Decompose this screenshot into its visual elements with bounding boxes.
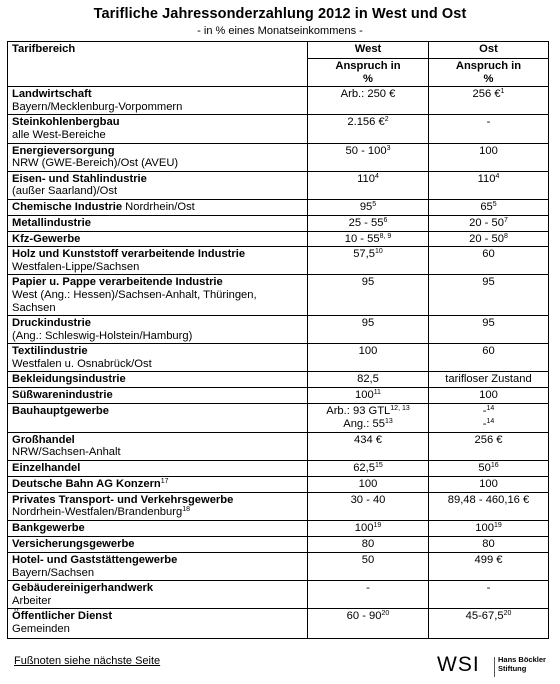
footnote-ref: 14	[486, 405, 495, 413]
footnote-ref: 13	[384, 418, 393, 426]
footnote-ref: 19	[493, 522, 502, 530]
tarifbereich-cell	[8, 231, 308, 247]
branch-name: Textilindustrie	[12, 345, 88, 358]
branch-name: Deutsche Bahn AG Konzern	[12, 477, 161, 490]
branch-region: Nordrhein-Westfalen/Brandenburg	[12, 506, 183, 519]
ost-value-cell	[429, 247, 549, 275]
table-body	[8, 42, 549, 639]
footnote-ref: 17	[160, 477, 169, 485]
ost-value: 89,48 - 460,16 €	[447, 493, 530, 506]
west-value: 2.156 €	[347, 116, 385, 129]
west-value: 100	[358, 345, 378, 358]
west-value-cell	[308, 460, 429, 476]
ost-value-cell	[429, 404, 549, 432]
footnote-ref: 5	[372, 200, 377, 208]
branch-name: Bankgewerbe	[12, 522, 85, 535]
tarifbereich-cell	[8, 388, 308, 404]
branch-name: Hotel- und Gaststättengewerbe	[12, 554, 178, 567]
table-row	[8, 404, 549, 432]
west-value-cell	[308, 215, 429, 231]
subheader-ost	[429, 59, 549, 87]
branch-region: Bayern/Sachsen	[12, 566, 95, 579]
ost-value-cell	[429, 553, 549, 581]
ost-value-cell	[429, 432, 549, 460]
west-value: 434 €	[354, 433, 382, 446]
west-value-cell	[308, 143, 429, 171]
footnote-ref: 19	[373, 522, 382, 530]
branch-region: Bayern/Mecklenburg-Vorpommern	[12, 100, 183, 113]
table-row	[8, 344, 549, 372]
tarifbereich-cell	[8, 316, 308, 344]
ost-value-cell	[429, 199, 549, 215]
logo-line2: Stiftung	[498, 663, 527, 673]
west-value: 95	[361, 276, 375, 289]
branch-name: Metallindustrie	[12, 216, 91, 229]
west-value-cell	[308, 553, 429, 581]
ost-value-cell	[429, 115, 549, 143]
footnote-ref: 10	[374, 248, 383, 256]
west-value: 30 - 40	[350, 493, 386, 506]
footnote-ref: 11	[373, 389, 381, 397]
west-value-cell	[308, 372, 429, 388]
tarifbereich-cell	[8, 537, 308, 553]
branch-name: Steinkohlenbergbau	[12, 116, 120, 129]
ost-value: 65	[480, 200, 493, 213]
west-value-cell	[308, 537, 429, 553]
ost-value-cell	[429, 537, 549, 553]
west-value: 100	[358, 477, 378, 490]
table-row	[8, 553, 549, 581]
west-value: 80	[361, 538, 375, 551]
footnote-ref: 3	[386, 144, 391, 152]
branch-region: West (Ang.: Hessen)/Sachsen-Anhalt, Thüringen, Sachsen	[12, 288, 257, 314]
footnote-ref: 6	[383, 216, 388, 224]
branch-region: NRW (GWE-Bereich)/Ost (AVEU)	[12, 157, 179, 170]
ost-value: 20 - 50	[469, 216, 504, 229]
ost-value-cell	[429, 372, 549, 388]
ost-value-cell	[429, 171, 549, 199]
tarifbereich-cell	[8, 476, 308, 492]
ost-value-cell	[429, 316, 549, 344]
table-row	[8, 521, 549, 537]
table-row	[8, 215, 549, 231]
west-value: 100	[354, 522, 374, 535]
ost-value-cell	[429, 460, 549, 476]
west-value-cell	[308, 231, 429, 247]
west-value-cell	[308, 115, 429, 143]
west-value: 110	[357, 172, 375, 185]
ost-value: 110	[477, 172, 496, 185]
tarifbereich-cell	[8, 143, 308, 171]
west-value-cell	[308, 316, 429, 344]
branch-name: Energieversorgung	[12, 144, 115, 157]
branch-region: alle West-Bereiche	[12, 128, 106, 141]
west-value-cell	[308, 521, 429, 537]
footnote-ref: 4	[495, 172, 500, 180]
west-value-secondary: Ang.: 55	[343, 418, 385, 431]
branch-name: Chemische Industrie	[12, 200, 123, 213]
west-value-cell	[308, 388, 429, 404]
ost-value: 60	[482, 345, 495, 358]
ost-value: 100	[479, 389, 498, 402]
wsi-logo-text: WSI	[437, 653, 480, 676]
west-value-cell	[308, 404, 429, 432]
tarifbereich-cell	[8, 521, 308, 537]
branch-name: Druckindustrie	[12, 317, 91, 330]
table-row	[8, 275, 549, 316]
footnote-ref: 1	[500, 88, 505, 96]
branch-name: Gebäudereinigerhandwerk	[12, 582, 154, 595]
ost-value: 20 - 50	[469, 232, 504, 245]
logo-line1: Hans Böckler	[498, 655, 546, 664]
ost-value-secondary: -	[482, 418, 487, 431]
footnote-ref: 8, 9	[379, 232, 392, 240]
west-value-cell	[308, 581, 429, 609]
tarifbereich-cell	[8, 275, 308, 316]
document-subtitle: - in % eines Monatseinkommens -	[197, 25, 363, 37]
branch-region: (außer Saarland)/Ost	[12, 185, 118, 198]
west-value-cell	[308, 492, 429, 520]
ost-value: 256 €	[474, 433, 503, 446]
tarifbereich-cell	[8, 460, 308, 476]
branch-name: Versicherungsgewerbe	[12, 538, 135, 551]
table-row	[8, 460, 549, 476]
branch-region: Westfalen-Lippe/Sachsen	[12, 260, 140, 273]
footnote-ref: 8	[503, 232, 508, 240]
table-row	[8, 247, 549, 275]
tarifbereich-cell	[8, 404, 308, 432]
west-value-cell	[308, 275, 429, 316]
tarifbereich-cell	[8, 372, 308, 388]
branch-region: (Ang.: Schleswig-Holstein/Hamburg)	[12, 329, 193, 342]
table-row	[8, 581, 549, 609]
west-value-cell	[308, 171, 429, 199]
branch-region: Gemeinden	[12, 623, 70, 635]
tarifbereich-cell	[8, 492, 308, 520]
bonus-table	[7, 41, 549, 639]
ost-value-cell	[429, 275, 549, 316]
west-value: 10 - 55	[344, 232, 380, 245]
west-value: 25 - 55	[348, 216, 384, 229]
table-row	[8, 115, 549, 143]
west-value-cell	[308, 432, 429, 460]
footnote-ref: 5	[492, 200, 497, 208]
header-tarifbereich: Tarifbereich	[8, 42, 308, 87]
branch-name: Privates Transport- und Verkehrsgewerbe	[12, 493, 234, 506]
tarifbereich-cell	[8, 344, 308, 372]
branch-name: Einzelhandel	[12, 461, 81, 474]
footnotes-link[interactable]: Fußnoten siehe nächste Seite	[14, 655, 161, 667]
tarifbereich-cell	[8, 199, 308, 215]
west-value: -	[366, 582, 370, 595]
tarifbereich-cell	[8, 609, 308, 639]
west-value: 60 - 90	[346, 610, 382, 623]
west-value: 95	[361, 317, 375, 330]
ost-value-cell	[429, 344, 549, 372]
west-value-cell	[308, 344, 429, 372]
branch-name: Landwirtschaft	[12, 88, 92, 101]
footnote-ref: 4	[374, 172, 379, 180]
ost-value: -	[486, 582, 491, 595]
ost-value: 60	[482, 248, 495, 261]
footnote-ref: 14	[486, 418, 495, 426]
header-ost: Ost	[429, 42, 549, 59]
tarifbereich-cell	[8, 432, 308, 460]
footnote-ref: 20	[503, 610, 512, 618]
ost-value-cell	[429, 521, 549, 537]
west-value: Arb.: 250 €	[340, 88, 396, 101]
ost-value: 45-67,5	[465, 610, 504, 623]
ost-value: -	[482, 405, 487, 418]
ost-value: 95	[482, 317, 495, 330]
branch-name: Öffentlicher Dienst	[12, 610, 113, 623]
west-value: 57,5	[353, 248, 375, 261]
ost-value-cell	[429, 87, 549, 115]
ost-value-cell	[429, 492, 549, 520]
west-value: 82,5	[357, 373, 379, 386]
footnote-ref: 20	[381, 610, 390, 618]
footnote-ref: 18	[182, 506, 190, 514]
branch-name: Eisen- und Stahlindustrie	[12, 172, 147, 185]
document-title: Tarifliche Jahressonderzahlung 2012 in West und Ost	[93, 6, 467, 22]
west-value: 62,5	[353, 461, 375, 474]
ost-value: 95	[482, 276, 495, 289]
west-value-cell	[308, 247, 429, 275]
subheader-west-text: Anspruch in %	[335, 60, 401, 85]
table-row	[8, 476, 549, 492]
footnote-ref: 12, 13	[390, 405, 410, 413]
wsi-logo	[437, 655, 552, 681]
tarifbereich-cell	[8, 115, 308, 143]
ost-value: 100	[475, 522, 494, 535]
table-row	[8, 537, 549, 553]
tarifbereich-cell	[8, 553, 308, 581]
ost-value-cell	[429, 609, 549, 639]
tarifbereich-cell	[8, 581, 308, 609]
footnote-ref: 7	[503, 216, 508, 224]
branch-name: Kfz-Gewerbe	[12, 232, 81, 245]
subheader-west	[308, 59, 429, 87]
footnote-ref: 15	[374, 461, 383, 469]
west-value-cell	[308, 87, 429, 115]
hans-boeckler-logo-text	[498, 656, 546, 673]
ost-value: 499 €	[474, 554, 503, 567]
branch-name: Großhandel	[12, 433, 75, 446]
west-value-cell	[308, 476, 429, 492]
west-value-cell	[308, 609, 429, 639]
branch-region: Arbeiter	[12, 594, 52, 607]
table-row	[8, 388, 549, 404]
ost-value-cell	[429, 231, 549, 247]
ost-value: 80	[482, 538, 495, 551]
branch-name: Bekleidungsindustrie	[12, 373, 126, 386]
branch-name: Papier u. Pappe verarbeitende Industrie	[12, 276, 223, 289]
ost-value-cell	[429, 215, 549, 231]
table-row	[8, 492, 549, 520]
table-row	[8, 143, 549, 171]
table-row	[8, 87, 549, 115]
ost-value-cell	[429, 143, 549, 171]
table-row	[8, 316, 549, 344]
footnote-ref: 2	[384, 116, 389, 124]
ost-value-cell	[429, 581, 549, 609]
header-row	[8, 42, 549, 59]
branch-name: Bauhauptgewerbe	[12, 405, 109, 418]
tarifbereich-cell	[8, 247, 308, 275]
west-value: 50	[361, 554, 375, 567]
west-value: 100	[355, 389, 374, 402]
subheader-ost-text: Anspruch in %	[455, 60, 522, 85]
west-value: Arb.: 93 GTL	[326, 405, 391, 418]
table-row	[8, 199, 549, 215]
branch-region: Nordrhein/Ost	[125, 200, 195, 213]
ost-value-cell	[429, 388, 549, 404]
ost-value: 50	[478, 461, 491, 474]
west-value: 50 - 100	[345, 144, 387, 157]
table-row	[8, 609, 549, 639]
ost-value: 256 €	[472, 88, 501, 101]
west-value: 95	[359, 200, 373, 213]
branch-name: Holz und Kunststoff verarbeitende Industrie	[12, 248, 246, 261]
table-row	[8, 372, 549, 388]
table-row	[8, 432, 549, 460]
tarifbereich-cell	[8, 87, 308, 115]
tarifbereich-cell	[8, 215, 308, 231]
branch-region: NRW/Sachsen-Anhalt	[12, 446, 121, 459]
table-row	[8, 231, 549, 247]
ost-value-cell	[429, 476, 549, 492]
logo-divider	[494, 657, 495, 677]
branch-name: Süßwarenindustrie	[12, 389, 113, 402]
ost-value: 100	[479, 477, 498, 490]
tarifbereich-cell	[8, 171, 308, 199]
header-west: West	[308, 42, 429, 59]
footnote-ref: 16	[490, 461, 499, 469]
ost-value: 100	[479, 144, 498, 157]
ost-value: tarifloser Zustand	[445, 373, 532, 386]
ost-value: -	[486, 116, 491, 129]
branch-region: Westfalen u. Osnabrück/Ost	[12, 357, 152, 370]
table-row	[8, 171, 549, 199]
west-value-cell	[308, 199, 429, 215]
